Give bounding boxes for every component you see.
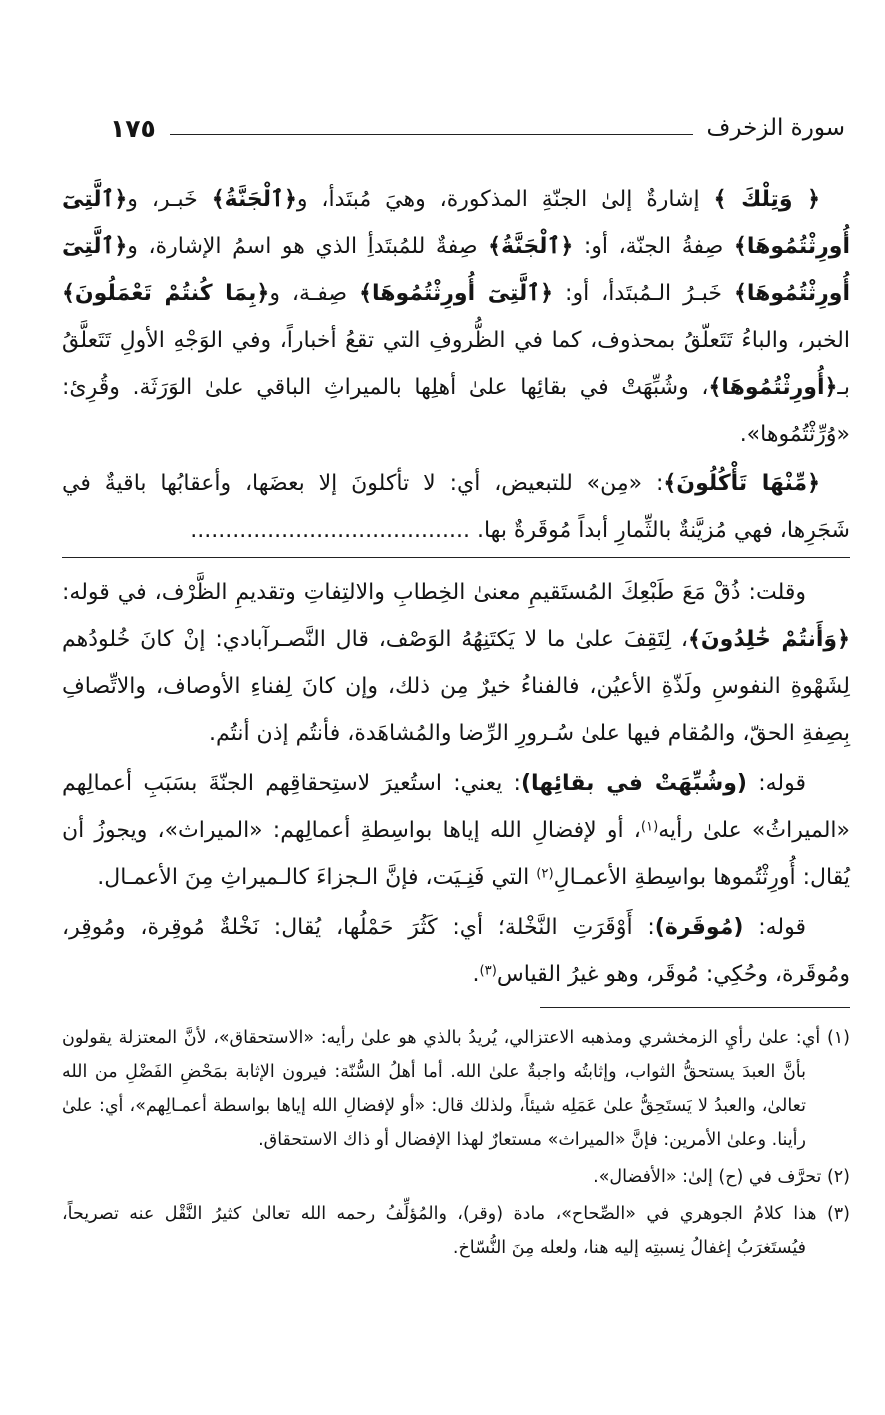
footnote-marker: (٣) [826,1204,850,1224]
commentary [62,569,850,998]
footnote-marker: (١) [826,1028,850,1048]
text-segment: وقلت: ذُقْ مَعَ طَبْعِكَ المُستَقيمِ معنىٰ الخِطابِ والالتِفاتِ وتقديمِ الظَّرْف، في قوله: [62,580,806,605]
text-segment: : أَوْقَرَتِ النَّخْلة؛ أي: كَثُرَ حَمْلُها، يُقال: نَخْلةٌ مُوقِرة، ومُوقِر، ومُوقَرة، وحُكِي: مُوقَر، وهو غيرُ القياس [62,915,850,987]
footnote-3 [62,1197,850,1265]
page-header [110,110,845,146]
quran-quote: ﴿ٱلَّتِىٓ أُورِثْتُمُوهَا﴾ [359,281,554,306]
text-segment: ، وشُبِّهَتْ في بقائِها علىٰ أهلِها بالميراثِ الباقي علىٰ الوَرَثَة. وقُرِئ: «وُرِّثْتُمُوها». [62,375,850,447]
text-segment: . [472,962,480,987]
text-segment: : «مِن» للتبعيض، أي: لا تأكلونَ إلا بعضَها، وأعقابُها باقيةٌ في شَجَرِها، فهي مُزيَّنةٌ بالثِّمارِ أبداً مُوقَرةٌ بها. [62,471,850,543]
surah-title: سورة الزخرف [706,115,845,141]
quran-quote: ﴿مِّنْهَا تَأْكُلُونَ﴾ [663,471,820,496]
footnote-ref: (١) [640,819,659,835]
footnote-text: تحرَّف في (ح) إلىٰ: «الأفضال». [593,1167,822,1187]
text-segment: الخبر، والباءُ تَتَعلّقُ بمحذوف، كما في الظُّروفِ التي تقعُ أخباراً، وفي الوَجْهِ الأولِ تَتَعلَّقُ بـ [62,328,850,400]
text-segment: قوله: [743,915,806,940]
quran-quote: ﴿ٱلْجَنَّةُ﴾ [211,187,297,212]
footnote-2 [62,1160,850,1194]
commented-phrase: (وشُبِّهَتْ في بقائِها) [520,771,747,796]
text-segment: إشارةٌ إلىٰ الجنّةِ المذكورة، وهيَ مُبتَدأ، و [296,187,714,212]
text-segment: صِفةٌ للمُبتَدأِ الذي هو اسمُ الإشارة، و [127,234,489,259]
text-segment: التي فَنِـيَت، فإنَّ الـجزاءَ كالـميراثِ مِنَ الأعمـال. [97,865,537,890]
quran-quote: ﴿بِمَا كُنتُمْ تَعْمَلُونَ﴾ [62,281,270,306]
dotted-leader: ........................................ [190,518,470,543]
quran-quote: ﴿وَأَنتُمْ خَٰلِدُونَ﴾ [688,627,850,652]
quran-quote: ﴿ٱلَّتِىٓ أُورِثْتُمُوهَا﴾ [62,234,851,306]
text-segment: خَبـرُ الـمُبتَدأ، أو: [553,281,734,306]
footnote-divider [540,1007,850,1008]
header-rule [170,134,693,135]
quran-quote: ﴿ٱلْجَنَّةُ﴾ [488,234,574,259]
paragraph [62,569,850,757]
quran-quote: ﴿ وَتِلْكَ ﴾ [713,187,820,212]
quran-quote: ﴿ٱلَّتِىٓ أُورِثْتُمُوهَا﴾ [62,187,850,259]
footnotes [62,1021,850,1265]
footnote-text: هذا كلامُ الجوهري في «الصِّحاح»، مادة (وقر)، والمُؤلِّفُ رحمه الله تعالىٰ كثيرُ النَّقْل عنه تصريحاً، فيُستَغرَبُ إغفالُ نِسبتِه إليه هنا، ولعله مِنَ النُّسّاخ. [62,1204,817,1258]
footnote-ref: (٣) [479,963,497,979]
quran-quote: ﴿أُورِثْتُمُوهَا﴾ [708,375,838,400]
section-divider [62,557,850,558]
text-segment: ، لِتَقِفَ علىٰ ما لا يَكتَنِهُهُ الوَصْف، قال النَّصـرآبادي: إنْ كانَ خُلودُهم لِشَهْوةِ النفوسِ ولَذّةِ الأعيُن، فالفناءُ خيرٌ مِن ذلك، وإن كانَ لِفناءِ الأوصاف، والاتِّصافِ بِصِفةِ الحقّ، والمُقام فيها علىٰ سُـرورِ الرِّضا والمُشاهَدة، فأنتُم إذن أنتُم. [62,627,850,746]
footnote-1 [62,1021,850,1157]
text-segment: خَبـر، و [127,187,212,212]
commented-phrase: (مُوقَرة) [654,915,744,940]
text-segment: قوله: [747,771,807,796]
paragraph [62,176,850,458]
main-text [62,176,850,554]
footnote-marker: (٢) [826,1167,850,1187]
paragraph [62,904,850,998]
text-segment: صِفةُ الجنّة، أو: [573,234,734,259]
text-segment: صِفـة، و [269,281,360,306]
footnote-text: أي: علىٰ رأيِ الزمخشري ومذهبه الاعتزالي، يُريدُ بالذي هو علىٰ رأيه: «الاستحقاق»، لأنَّ المعتزلة يقولون بأنَّ العبدَ يستحقُّ الثواب، وإثابتُه واجبةٌ علىٰ الله. أما أهلُ السُّنّة: فيرون الإثابة بمَحْضِ الفَضْلِ من الله تعالىٰ، والعبدُ لا يَستَحِقُّ علىٰ عَمَلِه شيئاً، ولذلك قال: «أو لإفضالِ الله إياها بواسطة أعمـالِهم»، أي: علىٰ رأينا. وعلىٰ الأمرين: فإنَّ «الميراث» مستعارٌ لهذا الإفضال أو ذاك الاستحقاق. [62,1028,821,1150]
footnote-ref: (٢) [536,866,554,882]
paragraph [62,460,850,554]
page-number: ١٧٥ [110,113,156,143]
text-segment: : يعني: استُعيرَ لاستِحقاقِهم الجنّةَ بسَبَبِ أعمالِهم «الميراثُ» علىٰ رأيه [62,771,850,843]
page-body [62,176,850,1265]
paragraph [62,760,850,901]
text-segment: ، أو لإفضالِ الله إياها بواسِطةِ أعمالِهم: «الميراث»، ويجوزُ أن يُقال: أُورِثْتُموها بواسِطةِ الأعمـالِ [62,818,850,890]
